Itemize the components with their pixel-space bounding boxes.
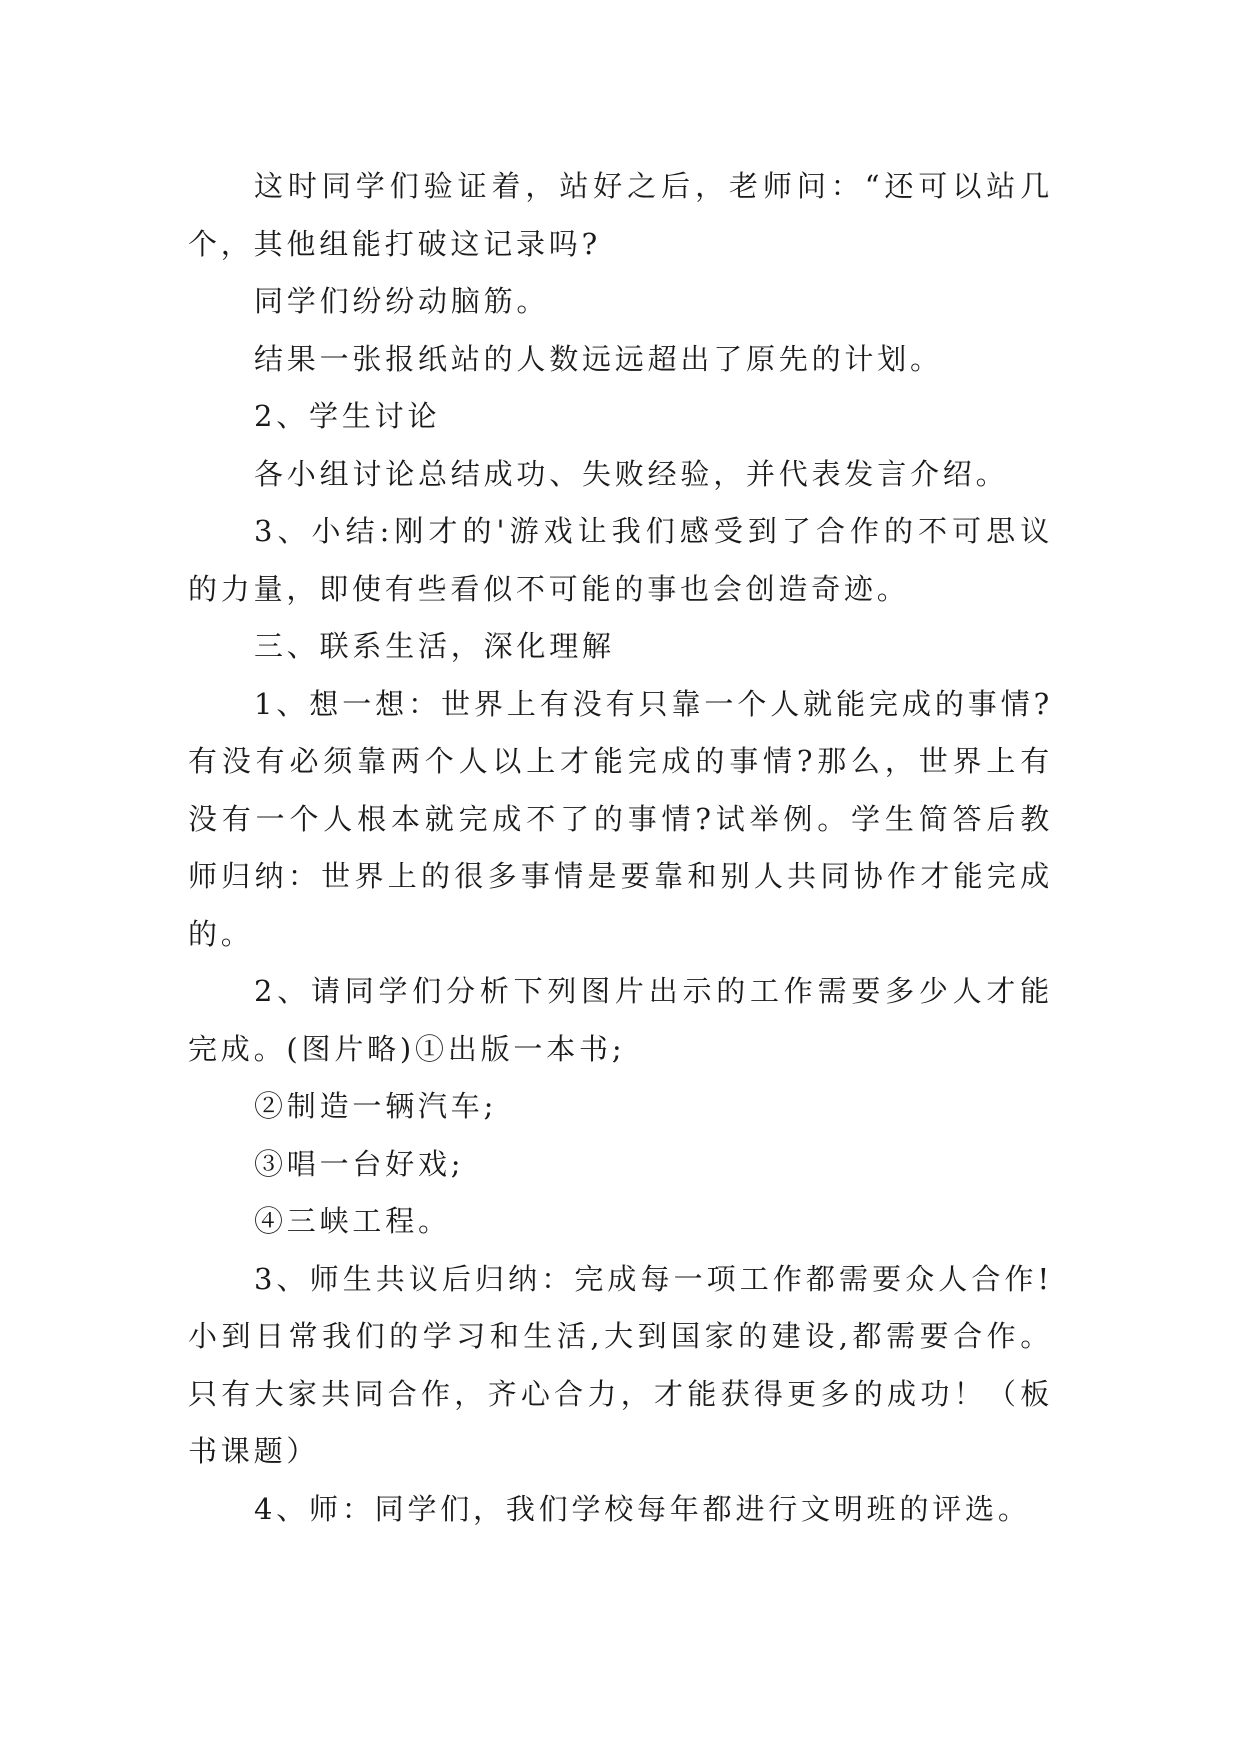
paragraph-14: 4、师：同学们，我们学校每年都进行文明班的评选。 [254,1491,1031,1526]
section-heading: 三、联系生活，深化理解 [254,629,615,663]
list-item-3: ③唱一台好戏; [254,1146,465,1181]
paragraph-8: 1、想一想：世界上有没有只靠一个人就能完成的事情?有没有必须靠两个人以上才能完成的事情?那么，世界上有没有一个人根本就完成不了的事情?试举例。学生简答后教师归纳：世界上的很多事情是要靠和别人共同协作才能完成的。 [188,686,1053,951]
paragraph-1: 这时同学们验证着，站好之后，老师问：“还可以站几个，其他组能打破这记录吗? [188,169,1053,261]
list-item-4: ④三峡工程。 [254,1204,451,1238]
paragraph-6: 3、小结:刚才的'游戏让我们感受到了合作的不可思议的力量，即使有些看似不可能的事也会创造奇迹。 [188,514,1053,606]
paragraph-5: 各小组讨论总结成功、失败经验，并代表发言介绍。 [254,456,1009,491]
paragraph-9: 2、请同学们分析下列图片出示的工作需要多少人才能完成。(图片略)①出版一本书; [188,974,1053,1066]
paragraph-13: 3、师生共议后归纳：完成每一项工作都需要众人合作!小到日常我们的学习和生活,大到国家的建设,都需要合作。只有大家共同合作，齐心合力，才能获得更多的成功！（板书课题） [188,1261,1053,1468]
paragraph-3: 结果一张报纸站的人数远远超出了原先的计划。 [254,341,943,376]
paragraph-2: 同学们纷纷动脑筋。 [254,284,550,318]
document-body [188,158,1053,1538]
paragraph-4-heading: 2、学生讨论 [254,399,441,433]
list-item-2: ②制造一辆汽车; [254,1089,498,1123]
